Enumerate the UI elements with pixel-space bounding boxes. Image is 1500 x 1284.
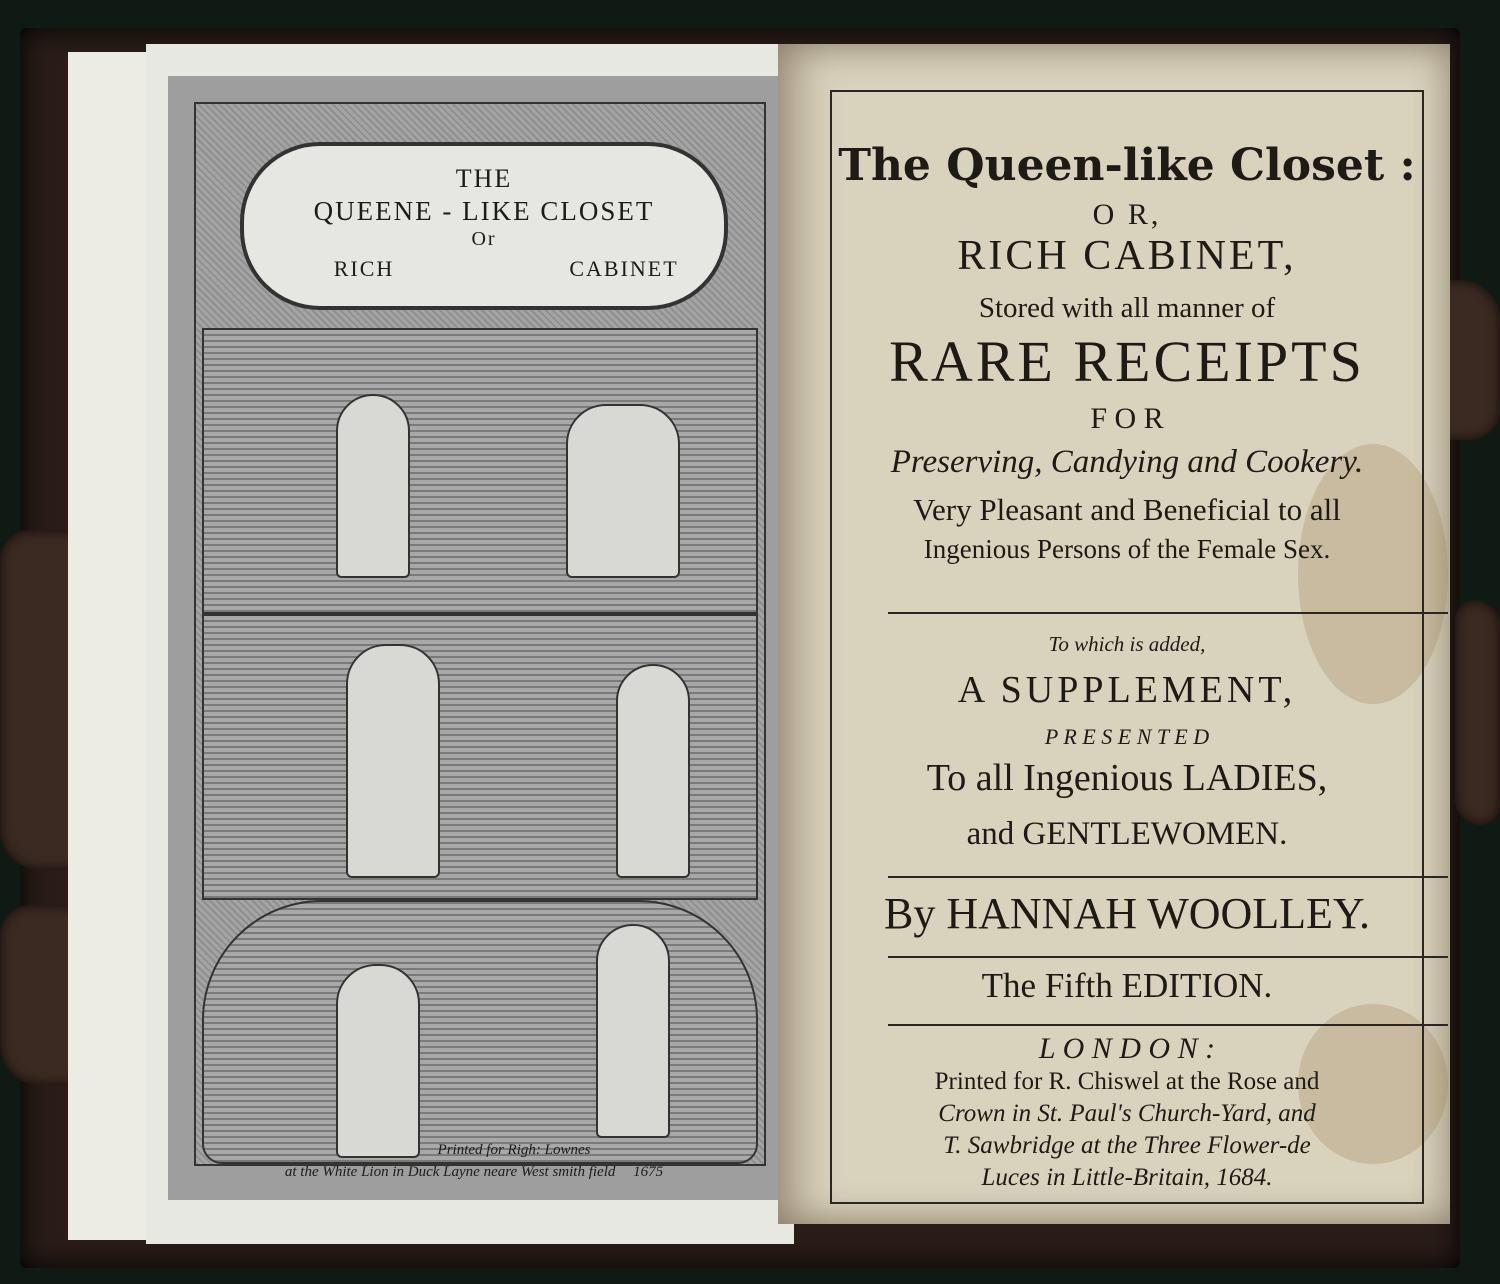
gentlewomen-line: and GENTLEWOMEN.	[966, 816, 1288, 852]
divider-rule	[888, 876, 1448, 878]
clasp-right-lower	[1455, 600, 1500, 825]
cartouche-line-2: QUEENE - LIKE CLOSET	[313, 196, 655, 226]
cook-figure	[336, 394, 410, 578]
book-title: The Queen-like Closet :	[838, 140, 1416, 191]
title-page-border	[830, 90, 1424, 1204]
divider-rule	[888, 956, 1448, 958]
supplement-line: A SUPPLEMENT,	[957, 669, 1297, 711]
cartouche-line-4-left: RICH	[333, 256, 395, 281]
plate-imprint-line-1: Printed for Righ: Lownes	[437, 1142, 591, 1158]
london-line: L O N D O N :	[1038, 1032, 1216, 1065]
printed-line-2: Crown in St. Paul's Church-Yard, and	[938, 1100, 1316, 1127]
divider-rule	[888, 612, 1448, 614]
cook-figure	[616, 664, 690, 878]
endpaper	[68, 52, 158, 1240]
rare-receipts: RARE RECEIPTS	[889, 329, 1365, 394]
ladies-line: To all Ingenious LADIES,	[926, 757, 1328, 799]
author-line: By HANNAH WOOLLEY.	[883, 889, 1371, 938]
subtitle-rich-cabinet: RICH CABINET,	[957, 233, 1297, 279]
title-page	[778, 44, 1450, 1224]
printed-line-3: T. Sawbridge at the Three Flower-de	[943, 1132, 1311, 1159]
engraving	[194, 102, 766, 1166]
kitchen-scene-bottom	[202, 900, 758, 1164]
presented-line: P R E S E N T E D	[1044, 724, 1210, 749]
for-line: F O R	[1090, 402, 1164, 435]
plate-imprint-year: 1675	[633, 1164, 664, 1180]
printed-line-4: Luces in Little-Britain, 1684.	[981, 1164, 1273, 1191]
divider-rule	[888, 1024, 1448, 1026]
preserving-line: Preserving, Candying and Cookery.	[890, 444, 1364, 480]
added-line: To which is added,	[1048, 632, 1206, 656]
stored-line: Stored with all manner of	[978, 292, 1276, 324]
cartouche-line-4-right: CABINET	[569, 256, 679, 281]
cook-figure	[346, 644, 440, 878]
plate-imprint-address: at the White Lion in Duck Layne neare West smith field	[284, 1164, 616, 1180]
printed-line-1: Printed for R. Chiswel at the Rose and	[934, 1068, 1320, 1095]
pleasant-line: Very Pleasant and Beneficial to all	[913, 492, 1341, 527]
ingenious-line: Ingenious Persons of the Female Sex.	[923, 534, 1331, 564]
cartouche-line-3: Or	[471, 228, 497, 250]
edition-line: The Fifth EDITION.	[981, 966, 1273, 1005]
title-cartouche	[240, 142, 728, 310]
cook-figure	[336, 964, 420, 1158]
cook-figure	[596, 924, 670, 1138]
cook-figure	[566, 404, 680, 578]
cartouche-line-1: THE	[455, 164, 513, 193]
frontispiece-plate	[168, 76, 780, 1200]
or-line: O R,	[1092, 198, 1162, 231]
plate-imprint-line-2	[168, 1164, 780, 1181]
